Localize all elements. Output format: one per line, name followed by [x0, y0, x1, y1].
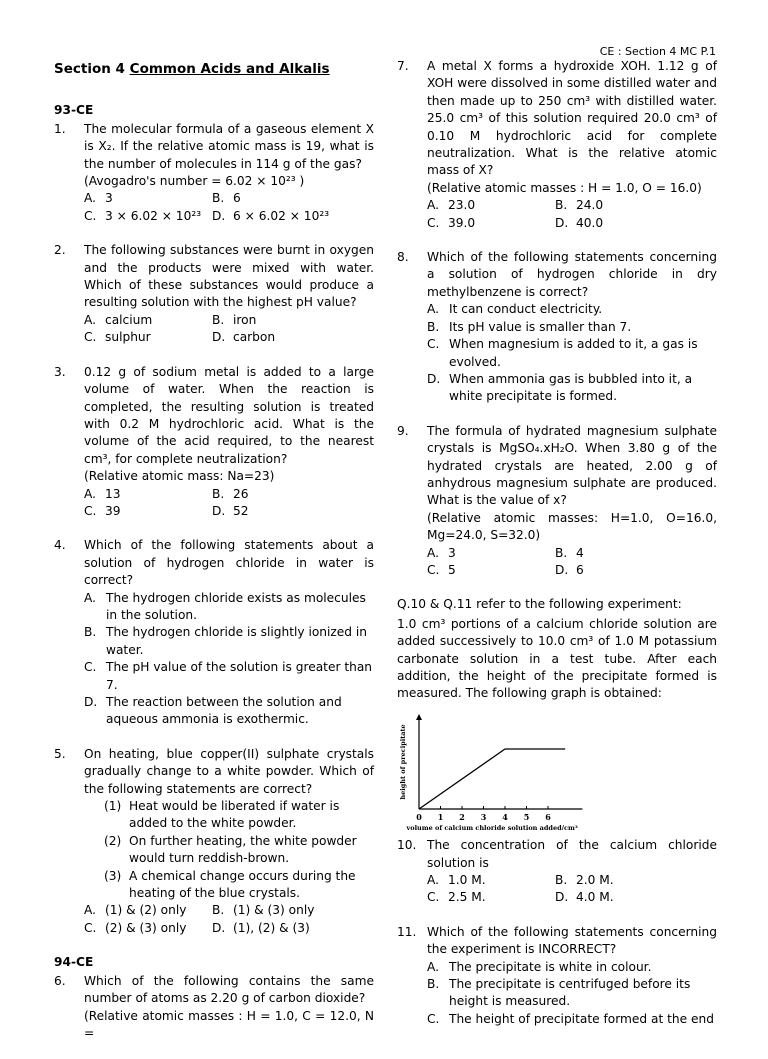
- x-tick-label: 0: [416, 811, 422, 822]
- answer-option: [84, 486, 212, 503]
- option-text: sulphur: [105, 330, 151, 345]
- experiment-intro: Q.10 & Q.11 refer to the following experiment:: [397, 597, 682, 612]
- question-stem: Which of the following statements concerning the experiment is INCORRECT?: [427, 924, 717, 957]
- statement-item: [427, 976, 717, 1011]
- option-letter: C.: [427, 890, 440, 905]
- right-column: [397, 58, 717, 1045]
- question-number: 8.: [397, 250, 409, 265]
- statement-letter: A.: [427, 959, 439, 974]
- option-text: 6: [233, 191, 241, 206]
- series-line: [419, 749, 565, 809]
- question-number: 9.: [397, 423, 409, 438]
- answer-option: [84, 312, 212, 329]
- statement-number: (2): [104, 833, 122, 848]
- option-letter: B.: [555, 545, 568, 560]
- statement-letter: A.: [427, 302, 439, 317]
- answer-option: [555, 872, 717, 889]
- answer-option: [555, 545, 717, 562]
- question-number: 5.: [54, 746, 66, 761]
- question-stem: (Relative atomic mass: Na=23): [84, 469, 275, 484]
- question-3: [54, 364, 374, 521]
- answer-option: [427, 197, 555, 214]
- option-letter: D.: [212, 920, 226, 935]
- x-axis-label: volume of calcium chloride solution added/cm³: [406, 823, 578, 830]
- option-letter: B.: [555, 198, 568, 213]
- option-text: (1), (2) & (3): [233, 920, 310, 935]
- numbered-statements: [84, 798, 374, 902]
- statement-text: Heat would be liberated if water is added to the white powder.: [129, 799, 340, 831]
- question-5: [54, 746, 374, 937]
- question-number: 3.: [54, 364, 66, 379]
- option-letter: C.: [84, 330, 97, 345]
- option-letter: D.: [555, 215, 569, 230]
- experiment-description: 1.0 cm³ portions of a calcium chloride solution are added successively to 10.0 cm³ of 1.0 M potassium carbonate solution in a test tube. After each addition, the height of the precipitate formed is measured. The following graph is obtained:: [397, 616, 717, 701]
- statement-text: A chemical change occurs during the heating of the blue crystals.: [129, 868, 356, 901]
- option-letter: D.: [212, 208, 226, 223]
- statement-item: [84, 624, 374, 659]
- statement-text: When magnesium is added to it, a gas is evolved.: [449, 337, 698, 369]
- statement-text: The reaction between the solution and aqueous ammonia is exothermic.: [106, 695, 342, 727]
- answer-option: [427, 215, 555, 232]
- statement-text: The precipitate is white in colour.: [449, 959, 652, 974]
- option-letter: C.: [84, 920, 97, 935]
- statement-letter: D.: [427, 371, 441, 386]
- answer-option: [84, 920, 212, 937]
- option-text: (2) & (3) only: [105, 920, 187, 935]
- option-letter: D.: [212, 330, 226, 345]
- answer-option: [212, 486, 374, 503]
- statement-text: The height of precipitate formed at the end: [449, 1011, 714, 1026]
- answer-options: [84, 190, 374, 225]
- answer-option: [212, 190, 374, 207]
- option-letter: A.: [427, 198, 439, 213]
- option-letter: A.: [427, 545, 439, 560]
- option-letter: A.: [84, 486, 96, 501]
- statement-letter: A.: [84, 590, 96, 605]
- question-number: 6.: [54, 973, 66, 988]
- answer-option: [212, 920, 374, 937]
- question-stem: On heating, blue copper(II) sulphate crystals gradually change to a white powder. Which of the following statements are correct?: [84, 746, 374, 796]
- answer-option: [212, 312, 374, 329]
- section-title: [54, 61, 374, 78]
- option-text: 24.0: [576, 198, 604, 213]
- chart-svg: [397, 705, 617, 830]
- question-number: 10.: [397, 838, 417, 853]
- answer-options: [84, 312, 374, 347]
- option-text: 6: [576, 562, 584, 577]
- y-axis-arrow: [416, 714, 422, 720]
- question-8: [397, 249, 717, 406]
- statement-text: Its pH value is smaller than 7.: [449, 319, 632, 334]
- option-letter: A.: [427, 873, 439, 888]
- precipitate-graph: [397, 705, 717, 835]
- question-stem: (Avogadro's number = 6.02 × 10²³ ): [84, 174, 305, 189]
- section-name: Common Acids and Alkalis: [129, 61, 330, 77]
- statement-text: On further heating, the white powder would turn reddish-brown.: [129, 833, 357, 866]
- question-number: 7.: [397, 59, 409, 73]
- x-tick-label: 4: [502, 811, 508, 822]
- y-axis-label: height of precipitate: [399, 724, 407, 800]
- question-stem: The following substances were burnt in oxygen and the products were mixed with water. Which of these substances would produce a resulting solution with the highest pH value?: [84, 243, 374, 310]
- statement-item: [427, 371, 717, 406]
- option-letter: C.: [84, 208, 97, 223]
- x-tick-label: 5: [523, 811, 530, 822]
- question-stem: 0.12 g of sodium metal is added to a large volume of water. When the reaction is completed, the resulting solution is treated with 0.2 M hydrochloric acid. What is the volume of the acid required, to the nearest cm³, for complete neutralization?: [84, 364, 374, 466]
- question-stem: The formula of hydrated magnesium sulphate crystals is MgSO₄.xH₂O. When 3.80 g of the hydrated crystals are heated, 2.00 g of anhydrous magnesium sulphate are produced. What is the value of x?: [427, 423, 717, 508]
- option-letter: C.: [427, 562, 440, 577]
- option-text: 3: [448, 545, 456, 560]
- answer-option: [84, 190, 212, 207]
- statement-item: [427, 959, 717, 976]
- option-text: (1) & (2) only: [105, 903, 187, 918]
- statement-item: [427, 336, 717, 371]
- option-text: calcium: [105, 312, 153, 327]
- answer-option: [555, 197, 717, 214]
- statement-list: [84, 590, 374, 729]
- statement-letter: B.: [84, 625, 97, 640]
- option-text: 2.0 M.: [576, 873, 614, 888]
- option-letter: C.: [84, 503, 97, 518]
- option-letter: C.: [427, 215, 440, 230]
- x-tick-label: 1: [437, 811, 444, 822]
- question-stem: (Relative atomic masses : H = 1.0, C = 12.0, N =: [84, 1008, 374, 1040]
- answer-option: [427, 545, 555, 562]
- question-7: [397, 58, 717, 232]
- page-header: CE : Section 4 MC P.1: [599, 45, 716, 58]
- left-column: [54, 58, 374, 1059]
- option-text: 2.5 M.: [448, 890, 486, 905]
- statement-letter: C.: [84, 660, 97, 675]
- answer-option: [555, 889, 717, 906]
- question-stem: (Relative atomic masses: H=1.0, O=16.0, Mg=24.0, S=32.0): [427, 510, 717, 543]
- question-stem: Which of the following statements about a solution of hydrogen chloride in water is correct?: [84, 538, 374, 588]
- answer-option: [212, 208, 374, 225]
- option-text: 6 × 6.02 × 10²³: [233, 208, 330, 223]
- statement-item: [427, 319, 717, 336]
- option-letter: D.: [555, 562, 569, 577]
- question-stem: Which of the following contains the same number of atoms as 2.20 g of carbon dioxide?: [84, 973, 374, 1006]
- answer-options: [427, 872, 717, 907]
- option-letter: B.: [212, 191, 225, 206]
- question-10: [397, 837, 717, 907]
- statement-text: The hydrogen chloride is slightly ionized in water.: [106, 625, 368, 657]
- option-text: 26: [233, 486, 249, 501]
- option-text: 13: [105, 486, 121, 501]
- numbered-statement: [84, 868, 374, 903]
- answer-option: [84, 902, 212, 919]
- statement-letter: C.: [427, 337, 440, 352]
- option-letter: B.: [212, 312, 225, 327]
- statement-number: (3): [104, 868, 122, 883]
- question-9: [397, 423, 717, 580]
- option-text: 1.0 M.: [448, 873, 486, 888]
- statement-item: [427, 301, 717, 318]
- question-6: [54, 973, 374, 1043]
- option-letter: B.: [212, 903, 225, 918]
- option-text: (1) & (3) only: [233, 903, 315, 918]
- answer-options: [427, 197, 717, 232]
- question-number: 1.: [54, 121, 66, 136]
- option-text: iron: [233, 312, 257, 327]
- numbered-statement: [84, 833, 374, 868]
- x-tick-label: 2: [459, 811, 465, 822]
- option-text: 40.0: [576, 215, 604, 230]
- option-text: 39: [105, 503, 121, 518]
- answer-option: [427, 562, 555, 579]
- option-letter: D.: [555, 890, 569, 905]
- statement-item: [84, 659, 374, 694]
- question-stem: (Relative atomic masses : H = 1.0, O = 16.0): [427, 180, 702, 195]
- answer-option: [555, 562, 717, 579]
- option-letter: A.: [84, 312, 96, 327]
- statement-letter: C.: [427, 1011, 440, 1026]
- statement-text: When ammonia gas is bubbled into it, a white precipitate is formed.: [449, 371, 693, 404]
- option-text: 4: [576, 545, 584, 560]
- statement-number: (1): [104, 799, 122, 814]
- option-letter: B.: [555, 873, 568, 888]
- statement-letter: D.: [84, 695, 98, 709]
- answer-option: [555, 215, 717, 232]
- option-text: 5: [448, 562, 456, 577]
- option-text: 39.0: [448, 215, 476, 230]
- answer-options: [84, 902, 374, 937]
- section-number: Section 4: [54, 61, 125, 77]
- option-text: 3 × 6.02 × 10²³: [105, 208, 202, 223]
- year-heading: 94-CE: [54, 955, 94, 970]
- numbered-statement: [84, 798, 374, 833]
- question-stem: The concentration of the calcium chloride solution is: [427, 838, 717, 870]
- question-stem: The molecular formula of a gaseous element X is X₂. If the relative atomic mass is 19, what is the number of molecules in 114 g of the gas?: [84, 121, 374, 171]
- statement-text: The hydrogen chloride exists as molecules in the solution.: [106, 590, 366, 622]
- question-number: 2.: [54, 243, 66, 258]
- option-letter: B.: [212, 486, 225, 501]
- statement-letter: B.: [427, 977, 440, 992]
- answer-option: [427, 889, 555, 906]
- statement-item: [84, 694, 374, 729]
- answer-options: [427, 545, 717, 580]
- statement-letter: B.: [427, 319, 440, 334]
- option-text: carbon: [233, 330, 276, 345]
- answer-option: [212, 503, 374, 520]
- year-heading: 93-CE: [54, 103, 94, 118]
- question-stem: Which of the following statements concerning a solution of hydrogen chloride in dry methylbenzene is correct?: [427, 250, 717, 299]
- answer-option: [212, 902, 374, 919]
- statement-list: [427, 301, 717, 405]
- answer-option: [84, 503, 212, 520]
- answer-option: [84, 329, 212, 346]
- option-letter: A.: [84, 191, 96, 206]
- question-1: [54, 121, 374, 225]
- option-letter: A.: [84, 903, 96, 918]
- question-11: [397, 924, 717, 1028]
- x-tick-label: 6: [545, 811, 551, 822]
- statement-list: [427, 959, 717, 1029]
- question-number: 11.: [397, 924, 417, 939]
- question-stem: A metal X forms a hydroxide XOH. 1.12 g of XOH were dissolved in some distilled water and then made up to 250 cm³ with distilled water. 25.0 cm³ of this solution required 20.0 cm³ of 0.10 M hydrochloric acid for complete neutralization. What is the relative atomic mass of X?: [427, 59, 717, 178]
- answer-option: [427, 872, 555, 889]
- statement-item: [84, 590, 374, 625]
- x-tick-label: 3: [480, 811, 487, 822]
- answer-option: [84, 208, 212, 225]
- statement-text: The precipitate is centrifuged before its height is measured.: [449, 977, 691, 1009]
- answer-options: [84, 486, 374, 521]
- statement-item: [427, 1011, 717, 1028]
- question-2: [54, 242, 374, 346]
- option-text: 4.0 M.: [576, 890, 614, 905]
- option-text: 23.0: [448, 198, 476, 213]
- answer-option: [212, 329, 374, 346]
- statement-text: The pH value of the solution is greater than 7.: [106, 660, 373, 692]
- question-number: 4.: [54, 538, 66, 553]
- option-letter: D.: [212, 503, 226, 518]
- statement-text: It can conduct electricity.: [449, 302, 603, 317]
- option-text: 3: [105, 191, 113, 206]
- question-4: [54, 537, 374, 728]
- option-text: 52: [233, 503, 249, 518]
